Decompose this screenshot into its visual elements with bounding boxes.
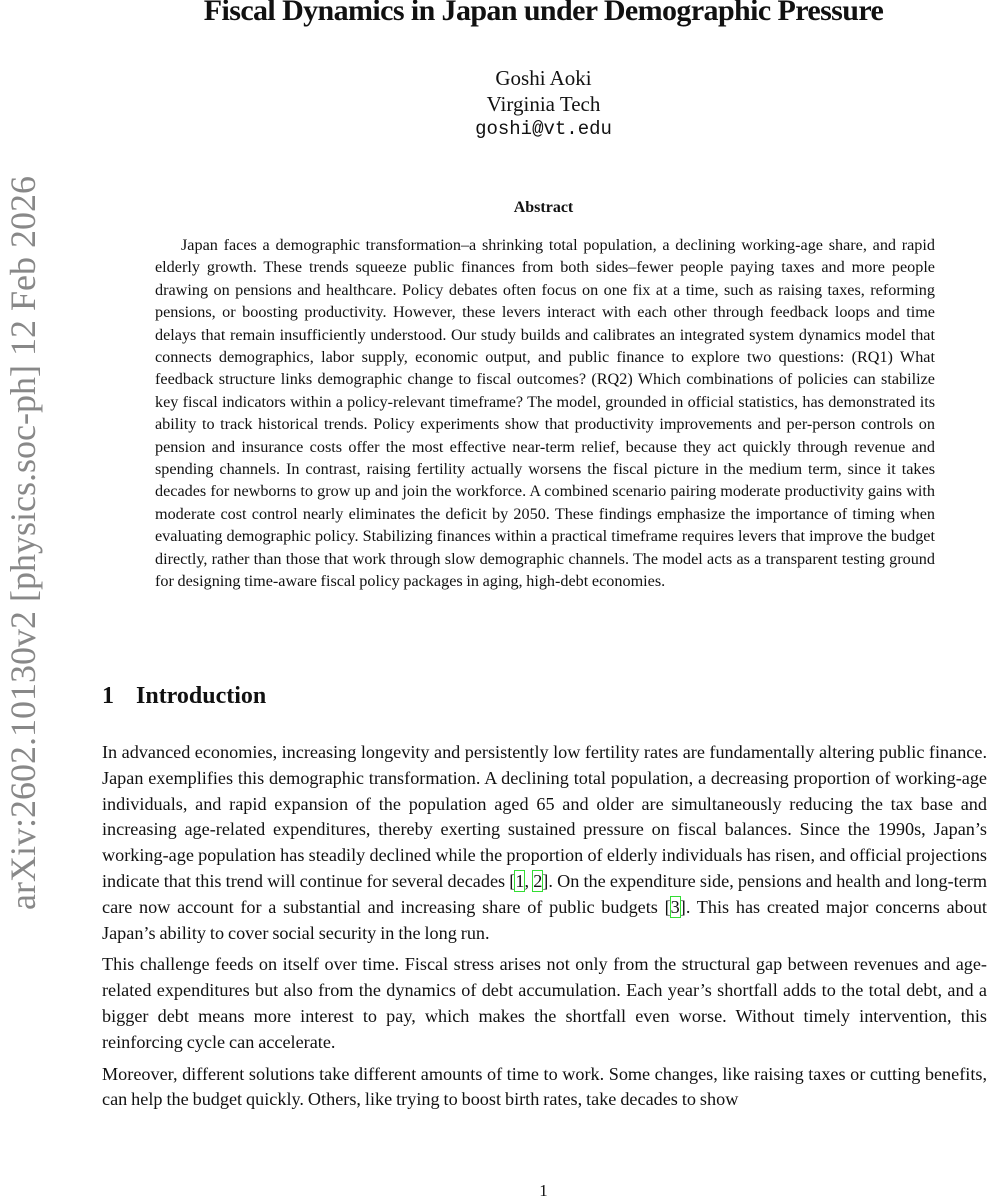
page-number: 1 — [539, 1181, 548, 1200]
citation-link-3[interactable]: 3 — [670, 896, 680, 917]
paper-title: Fiscal Dynamics in Japan under Demographic Pressure — [203, 0, 884, 27]
citation-link-1[interactable]: 1 — [515, 870, 525, 891]
intro-paragraph-2: This challenge feeds on itself over time. Fiscal stress arises not only from the structural gap between revenues and age-related expenditures but also from the dynamics of debt accumulation. Each year’s shortfall adds to the total debt, and a bigger debt means more interest to pay, which makes the shortfall even worse. Without timely intervention, this reinforcing cycle can accelerate. — [102, 954, 987, 1052]
abstract-heading: Abstract — [513, 199, 574, 216]
author-affiliation: Virginia Tech — [486, 92, 601, 116]
paragraph-text: , — [524, 870, 534, 891]
arxiv-stamp: arXiv:2602.10130v2 [physics.soc-ph] 12 Feb 2026 — [3, 176, 43, 910]
paragraph-text: ]. On the expenditure side, pensions and health and long-term care now account for a substantial and increasing share of public budgets [ — [102, 870, 987, 917]
section-title: Introduction — [136, 683, 267, 709]
section-heading — [102, 683, 266, 710]
paragraph-text: In advanced economies, increasing longevity and persistently low fertility rates are fundamentally altering public finance. Japan exemplifies this demographic transformation. A declining total population, a decreasing proportion of working-age individuals, and rapid expansion of the population aged 65 and older are simultaneously reducing the tax base and increasing age-related expenditures, thereby exerting sustained pressure on fiscal balances. Since the 1990s, Japan’s working-age population has steadily declined while the proportion of elderly individuals has risen, and official projections indicate that this trend will continue for several decades [ — [102, 742, 987, 891]
author-email: goshi@vt.edu — [475, 118, 612, 140]
citation-link-2[interactable]: 2 — [533, 870, 543, 891]
paragraph-text: ]. This has created major concerns about Japan’s ability to cover social security in the long run. — [102, 896, 987, 943]
intro-paragraph-3: Moreover, different solutions take different amounts of time to work. Some changes, like raising taxes or cutting benefits, can help the budget quickly. Others, like trying to boost birth rates, take decades to show — [102, 1063, 987, 1110]
intro-body — [102, 740, 987, 1119]
section-number: 1 — [102, 683, 114, 709]
author-name: Goshi Aoki — [495, 66, 592, 90]
intro-paragraph-1 — [102, 740, 987, 946]
abstract-text: Japan faces a demographic transformation–a shrinking total population, a declining working-age share, and rapid elderly growth. These trends squeeze public finances from both sides–fewer people paying taxes and more people drawing on pensions and healthcare. Policy debates often focus on one fix at a time, such as raising taxes, reforming pensions, or boosting productivity. However, these levers interact with each other through feedback loops and time delays that remain insufficiently understood. Our study builds and calibrates an integrated system dynamics model that connects demographics, labor supply, economic output, and public finance to explore two questions: (RQ1) What feedback structure links demographic change to fiscal outcomes? (RQ2) Which combinations of policies can stabilize key fiscal indicators within a policy-relevant timeframe? The model, grounded in official statistics, has demonstrated its ability to track historical trends. Policy experiments show that productivity improvements and per-person controls on pension and insurance costs offer the most effective near-term relief, because they act quickly through revenue and spending channels. In contrast, raising fertility actually worsens the fiscal picture in the medium term, since it takes decades for newborns to grow up and join the workforce. A combined scenario pairing moderate productivity gains with moderate cost control nearly eliminates the deficit by 2050. These findings emphasize the importance of timing when evaluating demographic policy. Stabilizing finances within a practical timeframe requires levers that improve the budget directly, rather than those that work through slow demographic channels. The model acts as a transparent testing ground for designing time-aware fiscal policy packages in aging, high-debt economies. — [155, 236, 935, 591]
